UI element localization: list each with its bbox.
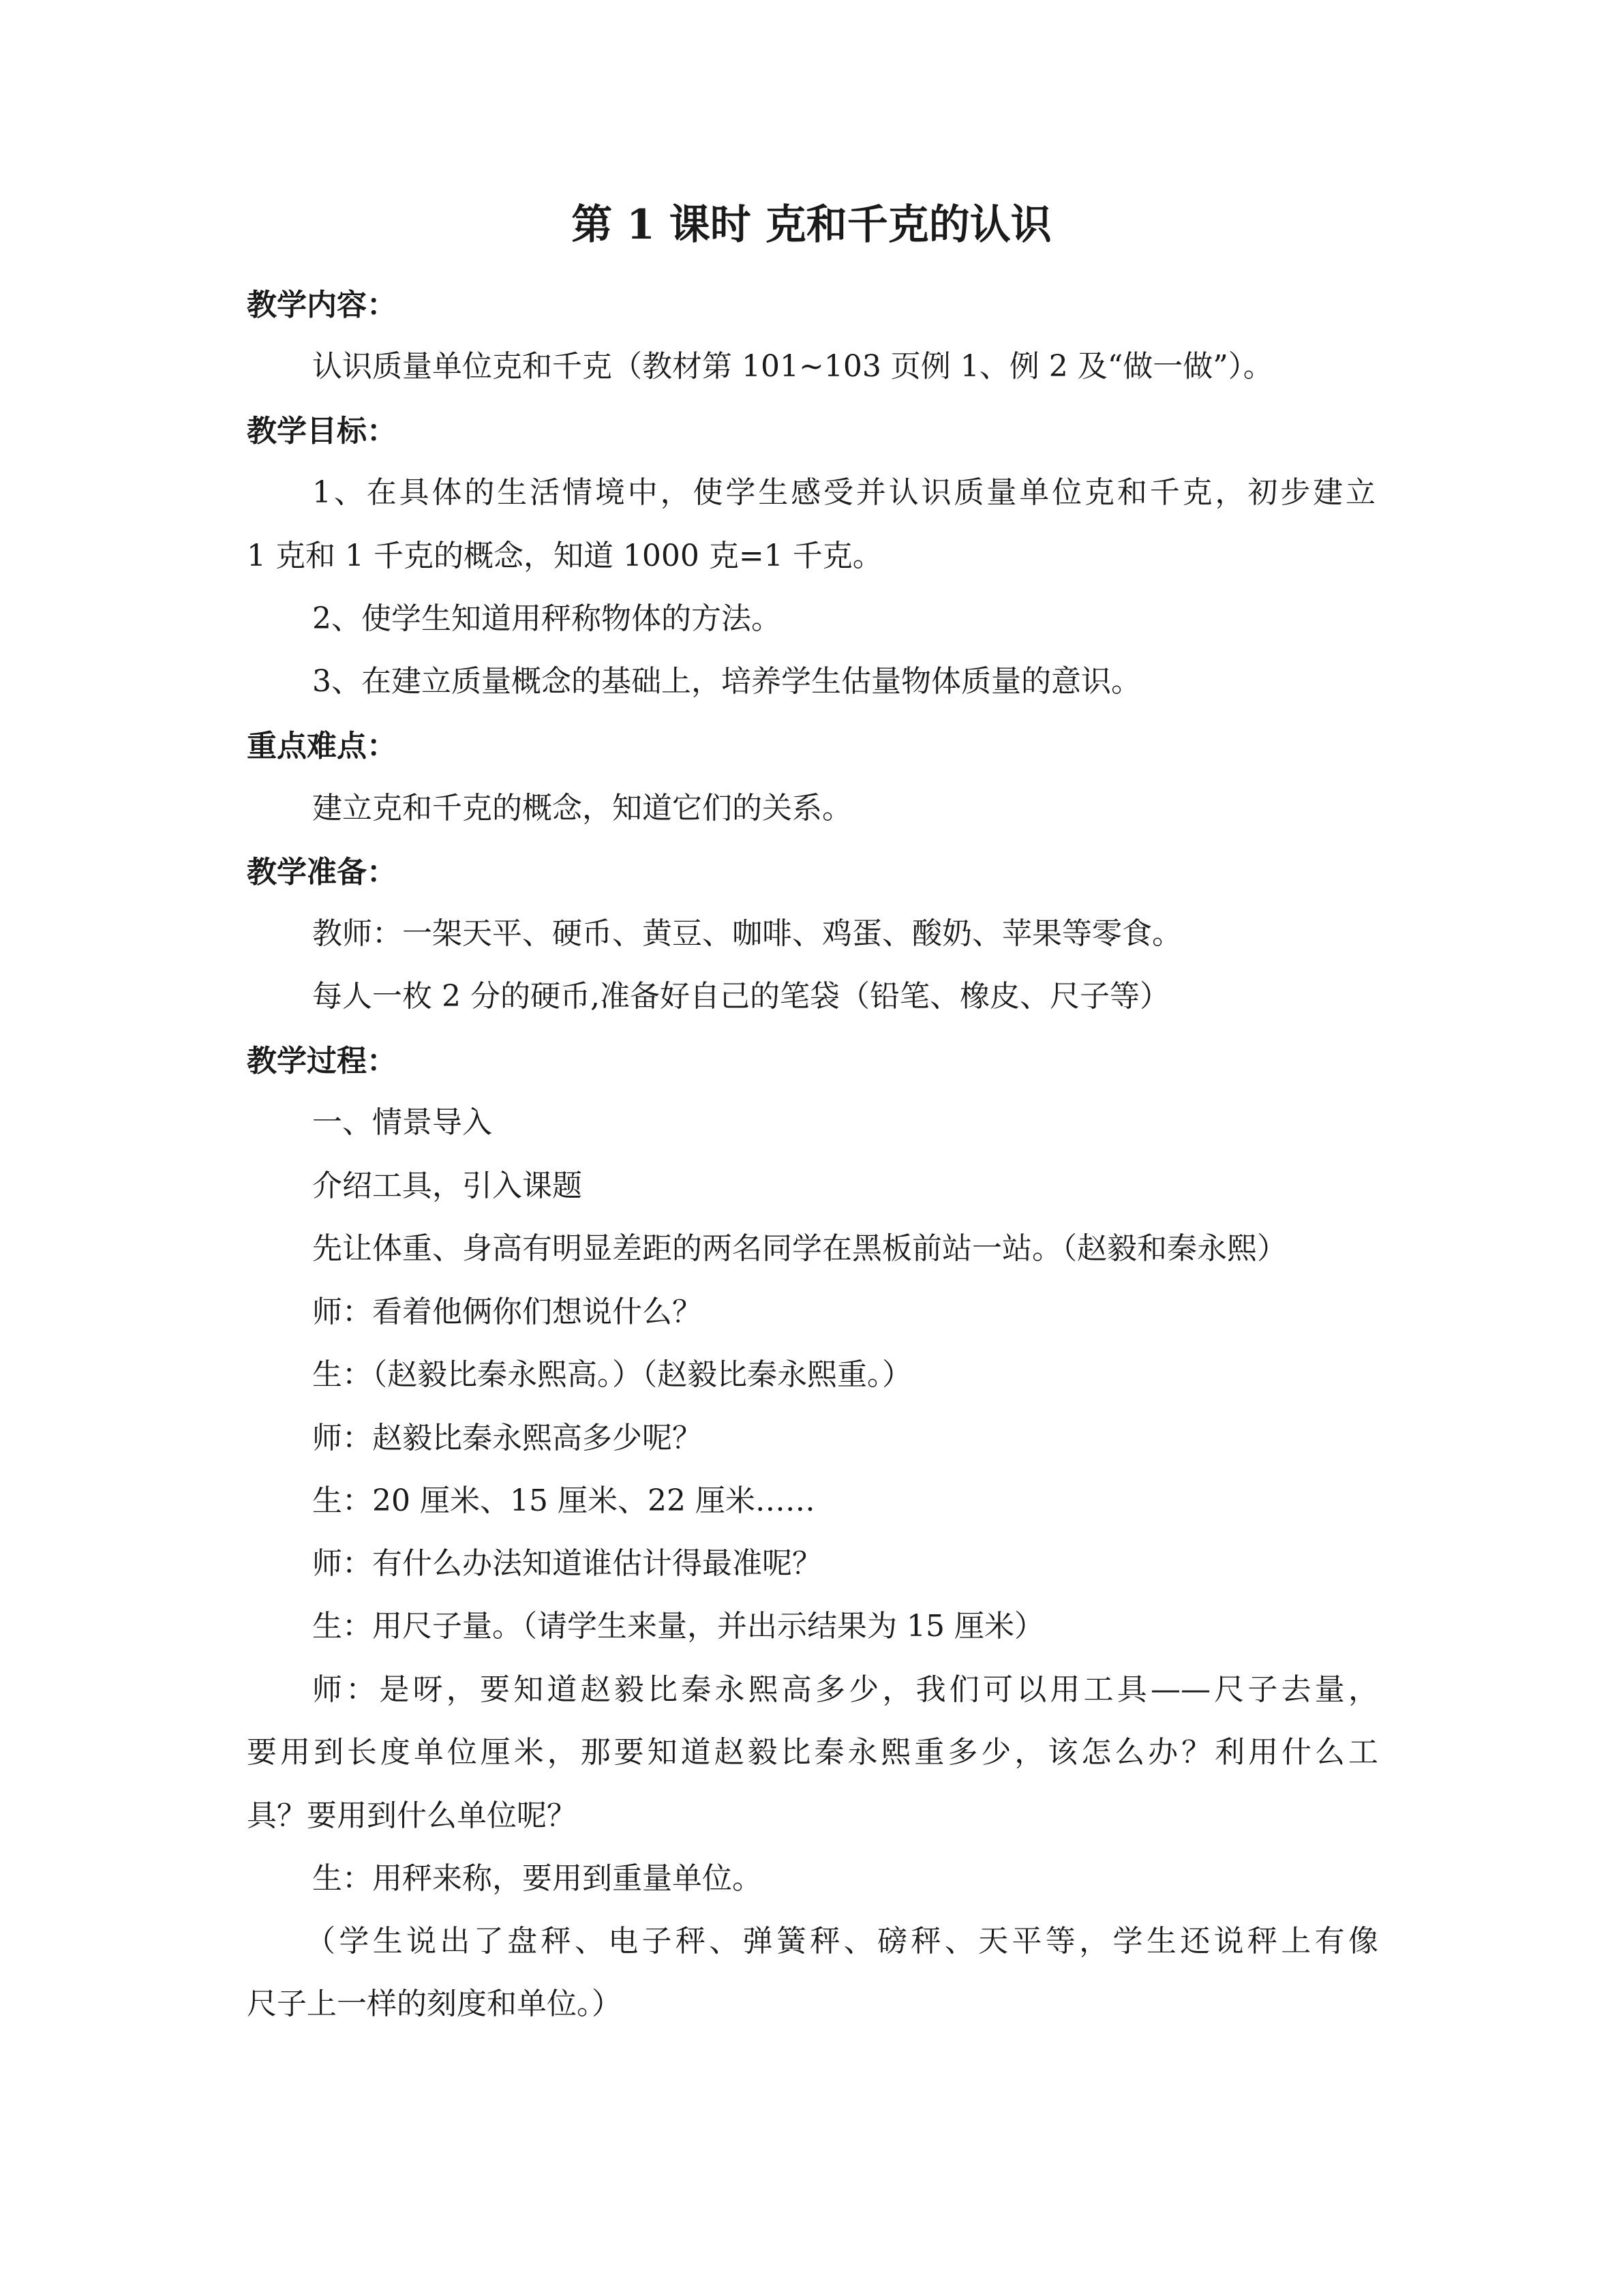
process-line: 师：是呀，要知道赵毅比秦永熙高多少，我们可以用工具——尺子去量， [312,1672,1378,1707]
process-line: 师：有什么办法知道谁估计得最准呢？ [312,1546,822,1581]
process-line: 师：看着他俩你们想说什么？ [312,1295,702,1329]
process-line: 一、情景导入 [312,1105,492,1140]
process-line: 生：（赵毅比秦永熙高。）（赵毅比秦永熙重。） [312,1357,912,1392]
content-text: 认识质量单位克和千克（教材第 101~103 页例 1、例 2 及“做一做”）。 [312,349,1273,384]
prep-student: 每人一枚 2 分的硬币,准备好自己的笔袋（铅笔、橡皮、尺子等） [312,979,1170,1014]
goal-1-line-1: 1、在具体的生活情境中，使学生感受并认识质量单位克和千克，初步建立 [312,475,1376,510]
section-heading-process: 教学过程： [247,1044,397,1078]
section-heading-content: 教学内容： [247,288,397,322]
process-line: 生：用秤来称，要用到重量单位。 [312,1861,762,1896]
process-line: 要用到长度单位厘米，那要知道赵毅比秦永熙重多少，该怎么办？利用什么工 [247,1735,1378,1770]
goal-1-line-2: 1 克和 1 千克的概念，知道 1000 克=1 千克。 [247,539,883,573]
section-heading-prep: 教学准备： [247,855,397,890]
goal-2: 2、使学生知道用秤称物体的方法。 [312,601,781,636]
section-heading-goals: 教学目标： [247,414,397,449]
process-line: 师：赵毅比秦永熙高多少呢？ [312,1421,702,1455]
process-line: 具？要用到什么单位呢？ [247,1798,577,1833]
page-title: 第 1 课时 克和千克的认识 [571,201,1052,249]
prep-teacher: 教师：一架天平、硬币、黄豆、咖啡、鸡蛋、酸奶、苹果等零食。 [312,916,1182,951]
process-line: 先让体重、身高有明显差距的两名同学在黑板前站一站。（赵毅和秦永熙） [312,1231,1287,1266]
goal-3: 3、在建立质量概念的基础上，培养学生估量物体质量的意识。 [312,664,1141,699]
process-line: 尺子上一样的刻度和单位。） [247,1987,622,2021]
section-heading-keypoints: 重点难点： [247,729,397,764]
process-line: 生：用尺子量。（请学生来量，并出示结果为 15 厘米） [312,1609,1044,1644]
process-line: 生：20 厘米、15 厘米、22 厘米…… [312,1483,815,1518]
keypoints-text: 建立克和千克的概念，知道它们的关系。 [312,791,852,826]
process-line: （学生说出了盘秤、电子秤、弹簧秤、磅秤、天平等，学生还说秤上有像 [305,1924,1378,1959]
process-line: 介绍工具，引入课题 [312,1168,582,1203]
